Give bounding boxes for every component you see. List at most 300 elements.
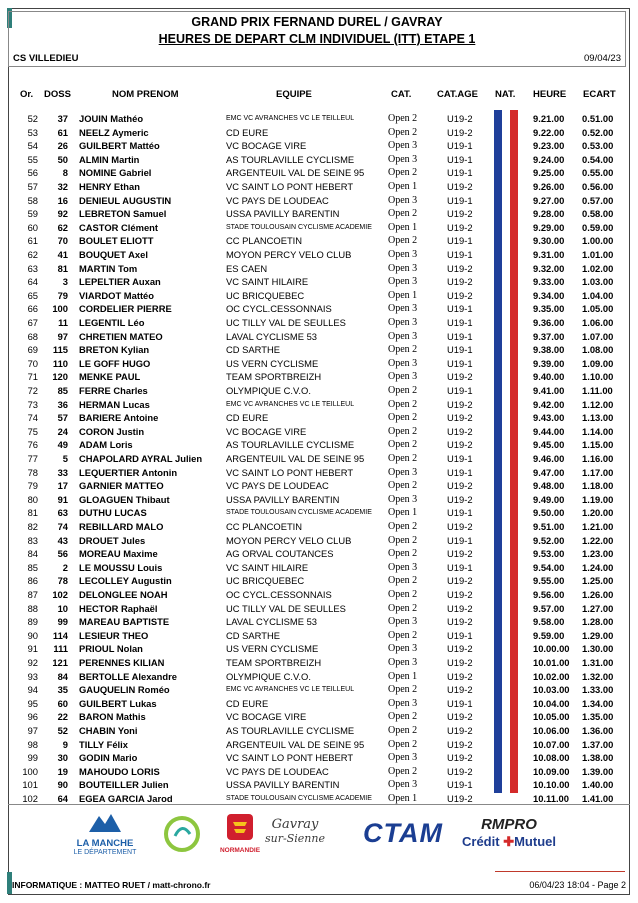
rmpro-credit-mutuel-logo: RMPRO Crédit ✚Mutuel	[462, 816, 556, 849]
start-time: 9.53.00	[533, 548, 565, 560]
category: Open 3	[388, 330, 418, 342]
bib-number: 64	[57, 793, 68, 804]
team-name: VC PAYS DE LOUDEAC	[226, 194, 329, 206]
rank: 54	[27, 140, 38, 152]
start-time: 9.31.00	[533, 249, 565, 260]
rider-name: HERMAN Lucas	[79, 398, 150, 410]
table-row	[0, 153, 638, 167]
category: Open 1	[388, 793, 418, 804]
gap: 0.58.00	[582, 208, 614, 220]
rank: 67	[27, 317, 38, 328]
divider	[8, 804, 630, 805]
start-time: 9.41.00	[533, 385, 565, 396]
gap: 1.25.00	[582, 575, 614, 587]
team-name: MOYON PERCY VELO CLUB	[226, 534, 352, 546]
rider-name: LEQUERTIER Antonin	[79, 466, 178, 478]
team-name: TEAM SPORTBREIZH	[226, 371, 322, 383]
team-name: ARGENTEUIL VAL DE SEINE 95	[226, 738, 365, 750]
age-category: U19-1	[447, 317, 473, 328]
start-time: 10.00.00	[533, 643, 570, 655]
table-row	[0, 384, 638, 398]
table-row	[0, 710, 638, 724]
bib-number: 41	[57, 249, 68, 260]
start-time: 9.45.00	[533, 439, 565, 451]
team-name: MOYON PERCY VELO CLUB	[226, 249, 352, 260]
age-category: U19-2	[447, 575, 473, 587]
team-name: VC SAINT LO PONT HEBERT	[226, 466, 354, 478]
rank: 64	[27, 276, 38, 288]
rider-name: VIARDOT Mattéo	[79, 289, 154, 301]
table-row	[0, 262, 638, 276]
start-time: 9.27.00	[533, 194, 565, 206]
age-category: U19-2	[447, 711, 473, 723]
bib-number: 16	[57, 194, 68, 206]
rider-name: CASTOR Clément	[79, 221, 159, 233]
age-category: U19-2	[447, 765, 473, 777]
start-time: 9.39.00	[533, 357, 565, 369]
rank: 85	[27, 561, 38, 573]
bib-number: 114	[52, 629, 68, 641]
gap: 1.15.00	[582, 439, 614, 451]
rider-name: BRETON Kylian	[79, 344, 150, 356]
team-name: ES CAEN	[226, 262, 268, 274]
rank: 86	[27, 575, 38, 587]
start-time: 9.26.00	[533, 181, 565, 192]
age-category: U19-2	[447, 276, 473, 288]
team-name: USSA PAVILLY BARENTIN	[226, 493, 340, 505]
team-name: LAVAL CYCLISME 53	[226, 616, 318, 628]
bib-number: 99	[57, 616, 68, 628]
rank: 90	[27, 629, 38, 641]
start-time: 9.22.00	[533, 126, 565, 138]
rider-name: JOUIN Mathéo	[79, 113, 144, 124]
category: Open 3	[388, 616, 418, 628]
table-row	[0, 547, 638, 561]
gap: 1.14.00	[582, 425, 614, 437]
age-category: U19-2	[447, 602, 473, 614]
rider-name: HENRY Ethan	[79, 181, 140, 192]
bib-number: 5	[62, 453, 68, 464]
bib-number: 74	[57, 521, 68, 532]
start-time: 9.54.00	[533, 561, 565, 573]
gap: 1.29.00	[582, 629, 614, 641]
start-time: 9.47.00	[533, 466, 565, 478]
team-name: VC BOCAGE VIRE	[226, 140, 307, 152]
bib-number: 35	[57, 684, 68, 696]
category: Open 2	[388, 711, 418, 723]
age-category: U19-1	[447, 779, 473, 791]
table-row	[0, 778, 638, 792]
start-time: 9.40.00	[533, 371, 565, 383]
table-row	[0, 438, 638, 452]
rank: 61	[27, 235, 38, 247]
gap: 0.53.00	[582, 140, 614, 152]
bib-number: 111	[53, 643, 68, 655]
start-time: 10.06.00	[533, 725, 570, 736]
gap: 1.11.00	[582, 385, 613, 396]
bib-number: 90	[57, 779, 68, 791]
age-category: U19-1	[447, 194, 473, 206]
page-subtitle: HEURES DE DEPART CLM INDIVIDUEL (ITT) ETAPE 1	[158, 32, 476, 46]
bib-number: 63	[57, 507, 68, 519]
rank: 75	[27, 425, 38, 437]
rider-name: BOUTEILLER Julien	[79, 779, 169, 791]
table-row	[0, 479, 638, 493]
rider-name: MENKE PAUL	[79, 371, 141, 383]
gap: 1.30.00	[582, 643, 614, 655]
team-name: VC PAYS DE LOUDEAC	[226, 480, 329, 492]
team-name: CC PLANCOETIN	[226, 521, 303, 532]
rank: 92	[27, 657, 38, 668]
table-row	[0, 670, 638, 684]
bib-number: 121	[52, 657, 68, 668]
age-category: U19-1	[447, 561, 473, 573]
page-title: GRAND PRIX FERNAND DUREL / GAVRAY	[191, 15, 443, 29]
bib-number: 57	[57, 412, 68, 424]
start-time: 9.42.00	[533, 398, 565, 410]
rank: 53	[27, 126, 38, 138]
rider-name: MOREAU Maxime	[79, 548, 158, 560]
table-row	[0, 166, 638, 180]
table-row	[0, 506, 638, 520]
category: Open 3	[388, 371, 418, 383]
category: Open 2	[388, 738, 418, 750]
rider-name: CHAPOLARD AYRAL Julien	[79, 453, 203, 464]
bib-number: 43	[57, 534, 68, 546]
team-name: VC SAINT LO PONT HEBERT	[226, 181, 354, 192]
rank: 74	[27, 412, 38, 424]
category: Open 2	[388, 425, 418, 437]
rider-name: LEBRETON Samuel	[79, 208, 167, 220]
gap: 1.10.00	[582, 371, 614, 383]
start-time: 10.11.00	[533, 793, 569, 804]
team-name: EMC VC AVRANCHES VC LE TEILLEUL	[226, 686, 355, 694]
category: Open 3	[388, 140, 418, 152]
category: Open 2	[388, 534, 418, 546]
team-name: AS TOURLAVILLE CYCLISME	[226, 153, 355, 165]
category: Open 2	[388, 684, 418, 696]
col-catage: CAT.AGE	[437, 89, 478, 100]
bib-number: 37	[57, 113, 68, 124]
rider-name: DROUET Jules	[79, 534, 146, 546]
start-time: 9.43.00	[533, 412, 565, 424]
gap: 0.57.00	[582, 194, 614, 206]
table-row	[0, 683, 638, 697]
rider-name: LE MOUSSU Louis	[79, 561, 163, 573]
bib-number: 22	[57, 711, 68, 723]
col-nom: NOM PRENOM	[112, 89, 179, 100]
table-row	[0, 370, 638, 384]
start-time: 10.04.00	[533, 697, 570, 709]
gap: 0.55.00	[582, 167, 614, 179]
bib-number: 120	[52, 371, 68, 383]
table-row	[0, 221, 638, 235]
gap: 1.22.00	[582, 534, 614, 546]
start-time: 9.48.00	[533, 480, 565, 492]
table-row	[0, 534, 638, 548]
age-category: U19-2	[447, 670, 473, 682]
age-category: U19-2	[447, 548, 473, 560]
category: Open 3	[388, 357, 418, 369]
gap: 1.28.00	[582, 616, 614, 628]
team-name: AS TOURLAVILLE CYCLISME	[226, 725, 355, 736]
gap: 1.00.00	[582, 235, 614, 247]
bib-number: 52	[57, 725, 68, 736]
table-row	[0, 411, 638, 425]
gap: 1.12.00	[582, 398, 614, 410]
age-category: U19-2	[447, 126, 473, 138]
table-row	[0, 248, 638, 262]
team-name: AG ORVAL COUTANCES	[226, 548, 334, 560]
race-date: 09/04/23	[584, 53, 621, 64]
category: Open 3	[388, 752, 418, 764]
bib-number: 56	[57, 548, 68, 560]
start-time: 9.55.00	[533, 575, 565, 587]
rider-name: LEPELTIER Auxan	[79, 276, 161, 288]
team-name: CD SARTHE	[226, 344, 281, 356]
gap: 1.41.00	[582, 793, 614, 804]
table-row	[0, 180, 638, 194]
category: Open 3	[388, 303, 418, 315]
rider-name: NEELZ Aymeric	[79, 126, 149, 138]
rider-name: EGEA GARCIA Jarod	[79, 793, 173, 804]
col-nat: NAT.	[495, 89, 516, 100]
rider-name: LESIEUR THEO	[79, 629, 149, 641]
team-name: CD EURE	[226, 126, 269, 138]
gap: 1.27.00	[582, 602, 614, 614]
rank: 98	[27, 738, 38, 750]
team-name: CC PLANCOETIN	[226, 235, 303, 247]
rank: 70	[27, 357, 38, 369]
rank: 69	[27, 344, 38, 356]
team-name: OLYMPIQUE C.V.O.	[226, 670, 311, 682]
table-row	[0, 561, 638, 575]
cotentin-logo	[152, 812, 212, 861]
category: Open 3	[388, 194, 418, 206]
rank: 71	[27, 371, 38, 383]
rider-name: CHABIN Yoni	[79, 725, 138, 736]
gap: 1.26.00	[582, 589, 614, 600]
rank: 81	[27, 507, 38, 519]
age-category: U19-2	[447, 738, 473, 750]
age-category: U19-2	[447, 480, 473, 492]
start-time: 9.34.00	[533, 289, 565, 301]
team-name: STADE TOULOUSAIN CYCLISME ACADEMIE	[226, 509, 372, 517]
rider-name: DENIEUL AUGUSTIN	[79, 194, 172, 206]
category: Open 2	[388, 113, 418, 124]
table-row	[0, 398, 638, 412]
team-name: USSA PAVILLY BARENTIN	[226, 208, 340, 220]
team-name: EMC VC AVRANCHES VC LE TEILLEUL	[226, 115, 355, 122]
age-category: U19-1	[447, 153, 473, 165]
category: Open 1	[388, 181, 418, 192]
la-manche-logo: LA MANCHE LE DÉPARTEMENT	[60, 812, 150, 856]
rider-name: HECTOR Raphaël	[79, 602, 158, 614]
category: Open 2	[388, 344, 418, 356]
gap: 1.40.00	[582, 779, 614, 791]
col-or: Or.	[20, 89, 34, 100]
age-category: U19-2	[447, 725, 473, 736]
gap: 0.52.00	[582, 126, 614, 138]
category: Open 2	[388, 126, 418, 138]
table-row	[0, 656, 638, 670]
rank: 91	[27, 643, 38, 655]
rank: 65	[27, 289, 38, 301]
col-heure: HEURE	[533, 89, 567, 100]
category: Open 2	[388, 439, 418, 451]
category: Open 3	[388, 249, 418, 260]
rider-name: PRIOUL Nolan	[79, 643, 143, 655]
start-time: 9.35.00	[533, 303, 565, 315]
gavray-logo: Gavray sur-Sienne	[265, 817, 325, 845]
team-name: VC BOCAGE VIRE	[226, 425, 307, 437]
table-row	[0, 493, 638, 507]
team-name: US VERN CYCLISME	[226, 643, 319, 655]
category: Open 2	[388, 589, 418, 600]
table-row	[0, 574, 638, 588]
start-time: 9.36.00	[533, 317, 565, 328]
category: Open 2	[388, 765, 418, 777]
bib-number: 61	[57, 126, 68, 138]
table-row	[0, 765, 638, 779]
gap: 1.21.00	[582, 521, 614, 532]
gap: 1.37.00	[582, 738, 614, 750]
start-time: 9.32.00	[533, 262, 565, 274]
category: Open 2	[388, 548, 418, 560]
rank: 87	[27, 589, 38, 600]
category: Open 3	[388, 561, 418, 573]
col-doss: DOSS	[44, 89, 71, 100]
table-row	[0, 289, 638, 303]
rider-name: MAREAU BAPTISTE	[79, 616, 170, 628]
rank: 52	[27, 113, 38, 124]
category: Open 3	[388, 466, 418, 478]
age-category: U19-2	[447, 684, 473, 696]
rank: 93	[27, 670, 38, 682]
table-row	[0, 234, 638, 248]
table-row	[0, 425, 638, 439]
gap: 1.35.00	[582, 711, 614, 723]
bib-number: 10	[57, 602, 68, 614]
category: Open 3	[388, 493, 418, 505]
footer-page-info: 06/04/23 18:04 - Page 2	[529, 880, 626, 890]
bib-number: 102	[52, 589, 68, 600]
age-category: U19-2	[447, 113, 473, 124]
age-category: U19-2	[447, 398, 473, 410]
category: Open 1	[388, 221, 418, 233]
age-category: U19-2	[447, 208, 473, 220]
team-name: VC SAINT LO PONT HEBERT	[226, 752, 354, 764]
rank: 76	[27, 439, 38, 451]
start-time: 9.33.00	[533, 276, 565, 288]
gap: 0.54.00	[582, 153, 614, 165]
category: Open 3	[388, 697, 418, 709]
bib-number: 36	[57, 398, 68, 410]
gap: 1.38.00	[582, 752, 614, 764]
team-name: ARGENTEUIL VAL DE SEINE 95	[226, 453, 365, 464]
start-time: 9.51.00	[533, 521, 565, 532]
start-time: 10.10.00	[533, 779, 570, 791]
gap: 1.32.00	[582, 670, 614, 682]
rider-name: PERENNES KILIAN	[79, 657, 165, 668]
table-row	[0, 466, 638, 480]
team-name: UC TILLY VAL DE SEULLES	[226, 317, 346, 328]
rank: 79	[27, 480, 38, 492]
start-time: 9.58.00	[533, 616, 565, 628]
gap: 0.59.00	[582, 221, 614, 233]
rank: 78	[27, 466, 38, 478]
category: Open 2	[388, 167, 418, 179]
category: Open 3	[388, 153, 418, 165]
table-row	[0, 452, 638, 466]
rank: 84	[27, 548, 38, 560]
gap: 1.24.00	[582, 561, 614, 573]
table-row	[0, 343, 638, 357]
gap: 1.05.00	[582, 303, 614, 315]
rank: 57	[27, 181, 38, 192]
team-name: ARGENTEUIL VAL DE SEINE 95	[226, 167, 365, 179]
start-time: 9.28.00	[533, 208, 565, 220]
age-category: U19-2	[447, 616, 473, 628]
gap: 0.56.00	[582, 181, 614, 192]
rank: 83	[27, 534, 38, 546]
bib-number: 19	[57, 765, 68, 777]
category: Open 2	[388, 725, 418, 736]
start-time: 10.03.00	[533, 684, 570, 696]
start-time: 9.30.00	[533, 235, 565, 247]
team-name: US VERN CYCLISME	[226, 357, 319, 369]
gap: 1.02.00	[582, 262, 614, 274]
rank: 73	[27, 398, 38, 410]
rider-name: ADAM Loris	[79, 439, 133, 451]
bib-number: 70	[57, 235, 68, 247]
rider-name: MAHOUDO LORIS	[79, 765, 160, 777]
bib-number: 97	[57, 330, 68, 342]
team-name: AS TOURLAVILLE CYCLISME	[226, 439, 355, 451]
start-time: 9.23.00	[533, 140, 565, 152]
rider-name: TILLY Félix	[79, 738, 128, 750]
bib-number: 78	[57, 575, 68, 587]
team-name: VC PAYS DE LOUDEAC	[226, 765, 329, 777]
rank: 95	[27, 697, 38, 709]
rider-name: FERRE Charles	[79, 385, 148, 396]
bib-number: 17	[57, 480, 68, 492]
category: Open 3	[388, 779, 418, 791]
col-ecart: ECART	[583, 89, 616, 100]
start-time: 9.24.00	[533, 153, 565, 165]
team-name: CD SARTHE	[226, 629, 281, 641]
bib-number: 85	[57, 385, 68, 396]
team-name: OC CYCL.CESSONNAIS	[226, 589, 332, 600]
table-row	[0, 139, 638, 153]
rider-name: BARIERE Antoine	[79, 412, 159, 424]
table-row	[0, 724, 638, 738]
table-row	[0, 697, 638, 711]
header-box	[8, 11, 626, 67]
category: Open 2	[388, 412, 418, 424]
team-name: USSA PAVILLY BARENTIN	[226, 779, 340, 791]
bib-number: 2	[62, 561, 68, 573]
bib-number: 50	[57, 153, 68, 165]
gap: 1.06.00	[582, 317, 614, 328]
team-name: CD EURE	[226, 697, 269, 709]
gap: 1.31.00	[582, 657, 614, 668]
rider-name: MARTIN Tom	[79, 262, 138, 274]
rider-name: REBILLARD MALO	[79, 521, 164, 532]
rider-name: LE GOFF HUGO	[79, 357, 151, 369]
category: Open 2	[388, 602, 418, 614]
gap: 1.20.00	[582, 507, 614, 519]
